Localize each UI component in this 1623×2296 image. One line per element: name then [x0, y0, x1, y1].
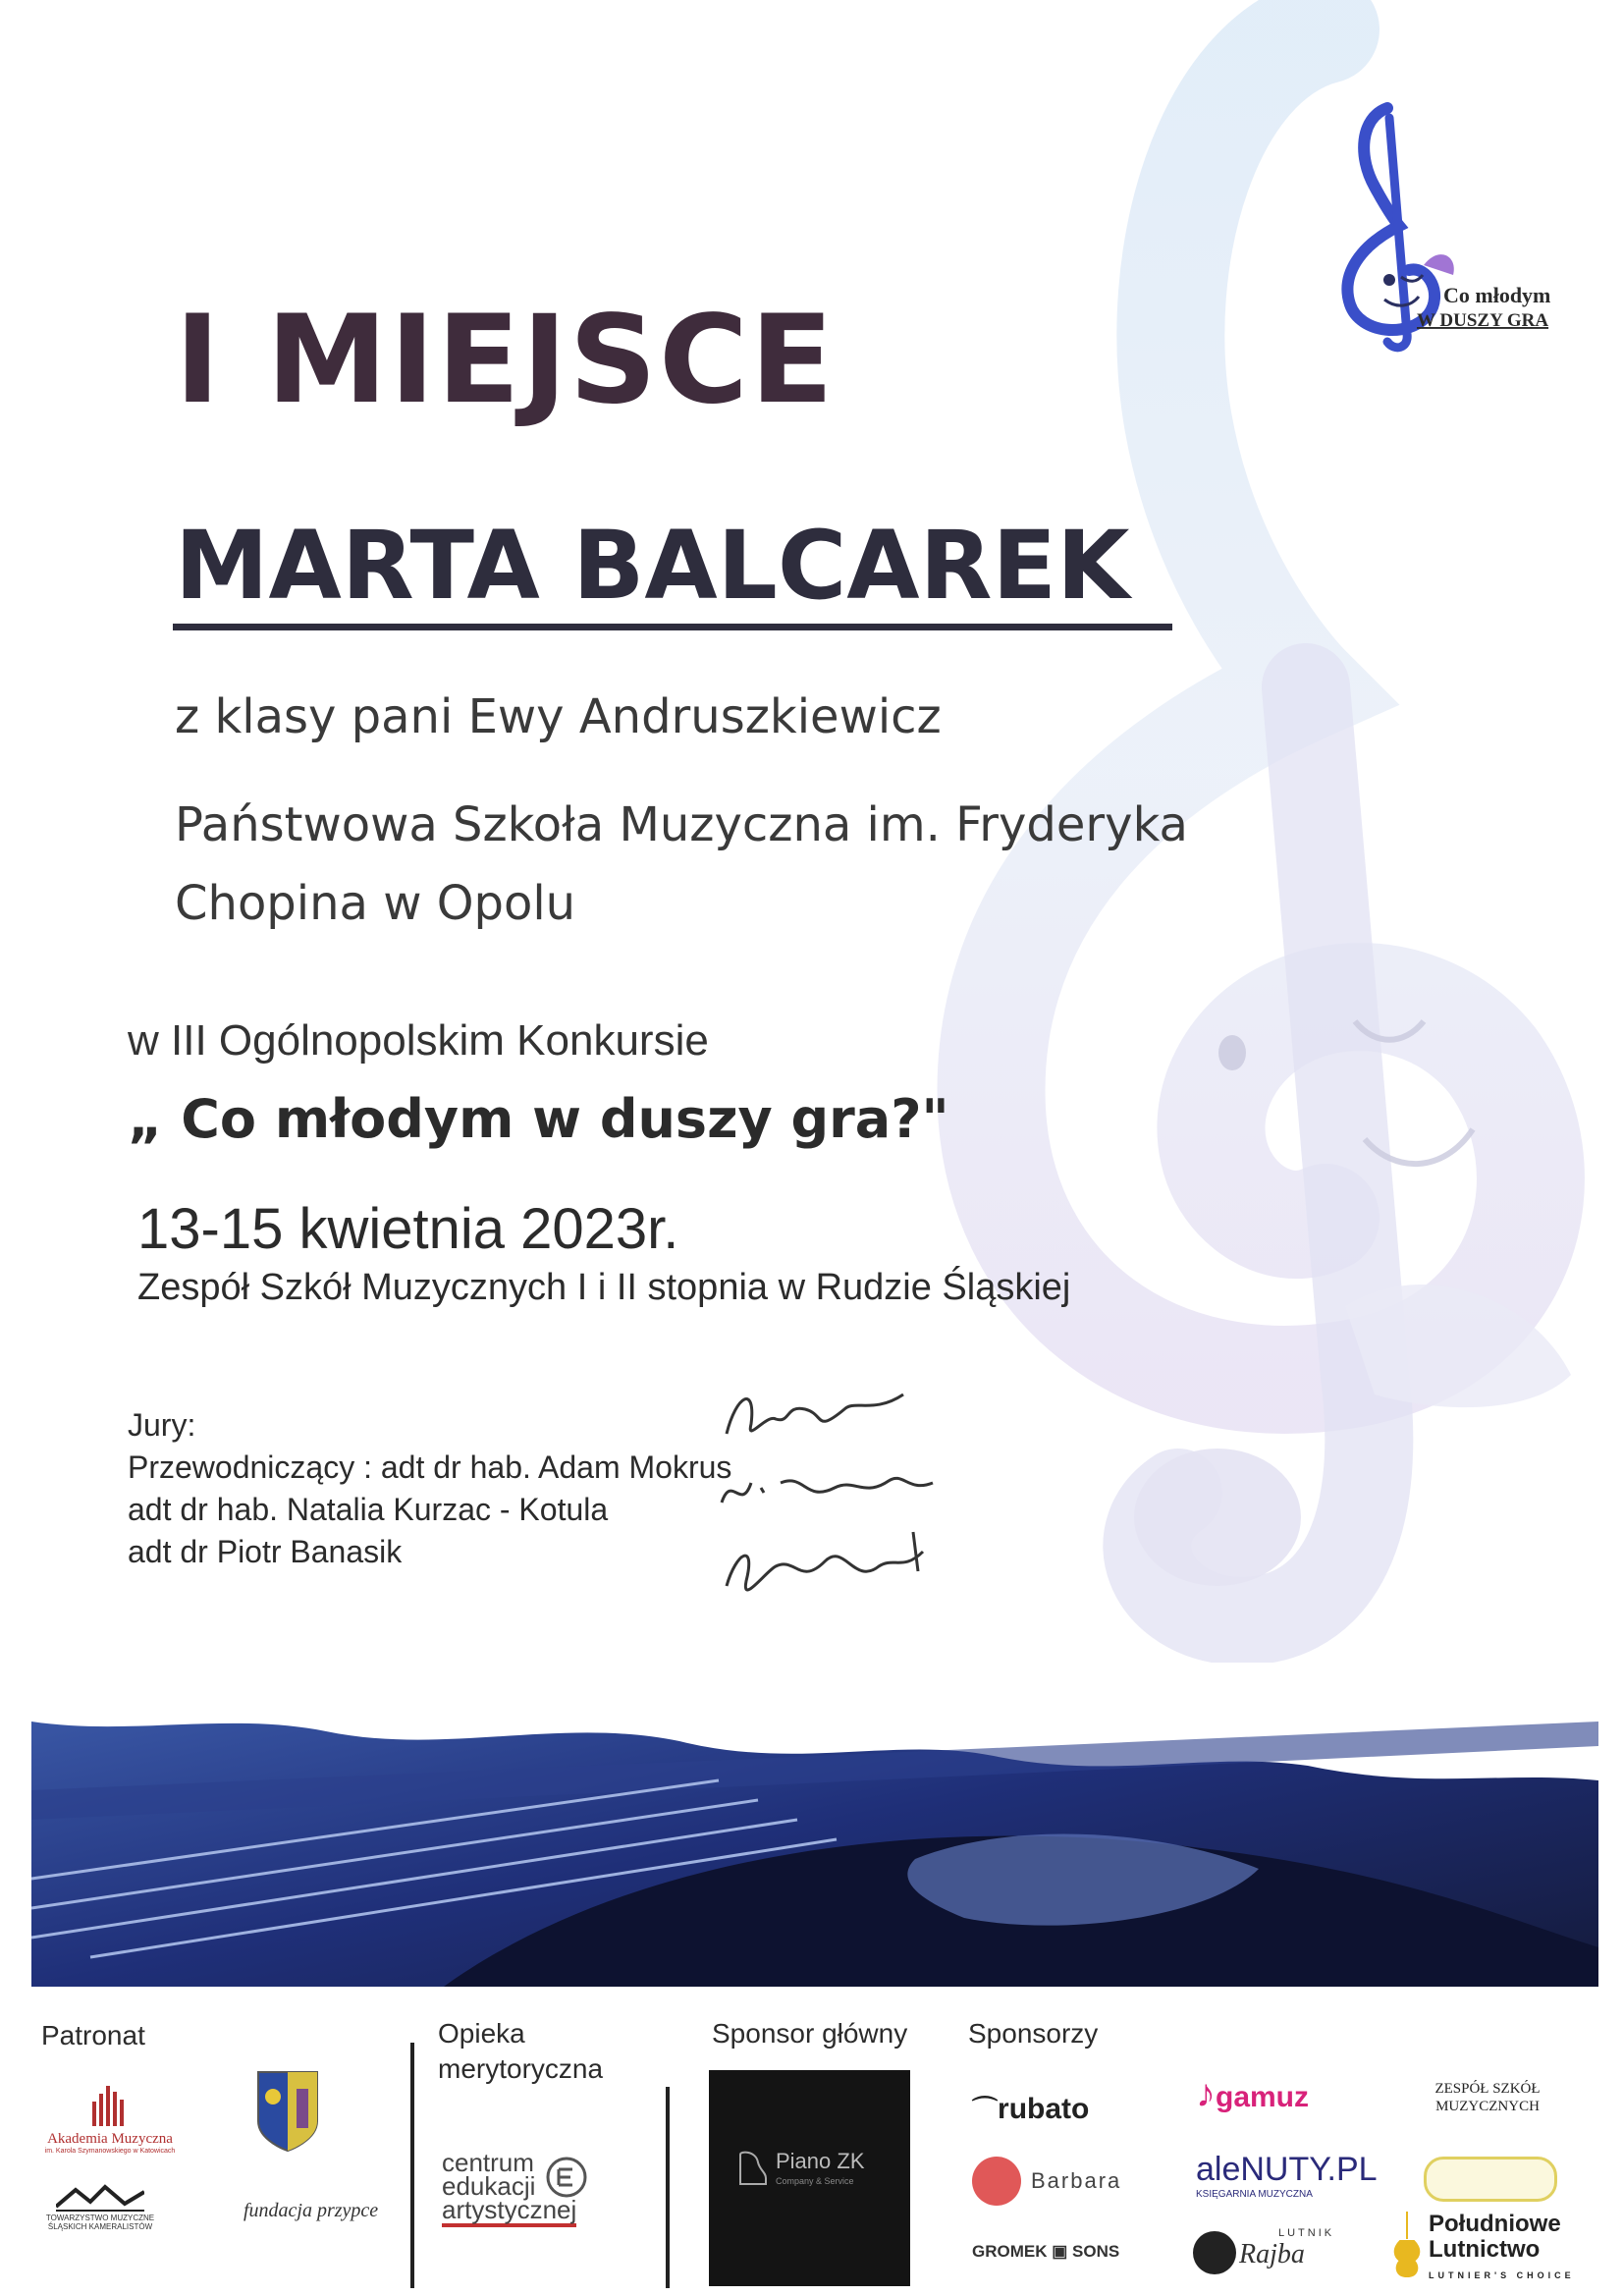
gromek-sons: SONS	[1072, 2242, 1120, 2261]
competition-intro: w III Ogólnopolskim Konkursie	[128, 1016, 709, 1065]
jury-block	[128, 1404, 731, 1573]
zespol-line-2: MUZYCZNYCH	[1435, 2099, 1540, 2114]
competition-venue: Zespół Szkół Muzycznych I i II stopnia w Rudzie Śląskiej	[137, 1267, 1071, 1308]
luthiers-choice: LUTNIER'S CHOICE	[1429, 2270, 1575, 2280]
footer-opieka-line-1: Opieka	[438, 2018, 525, 2049]
school-line-2: Chopina w Opolu	[175, 876, 576, 931]
teacher-line: z klasy pani Ewy Andruszkiewicz	[175, 689, 942, 744]
footer-patronat-label: Patronat	[41, 2020, 145, 2050]
laureate-name: MARTA BALCAREK	[175, 511, 1130, 621]
jury-chair: Przewodniczący : adt dr hab. Adam Mokrus	[128, 1449, 732, 1485]
gromek-emblem-icon: ▣	[1052, 2242, 1068, 2261]
award-title: I MIEJSCE	[175, 290, 836, 431]
rajba-name: Rajba	[1239, 2239, 1305, 2269]
footer-divider-1	[410, 2043, 414, 2288]
corner-logo-line2: W DUSZY GRA	[1417, 310, 1549, 331]
gold-oval-logo	[1424, 2157, 1557, 2202]
alenuty-subtitle: KSIĘGARNIA MUZYCZNA	[1196, 2189, 1313, 2200]
poludniowe-lutnictwo-logo	[1429, 2212, 1575, 2288]
school-line-1: Państwowa Szkoła Muzyczna im. Fryderyka	[175, 797, 1188, 852]
footer-divider-2	[666, 2087, 670, 2288]
centrum-line-3: artystycznej	[442, 2198, 576, 2227]
jury-member-1: adt dr hab. Natalia Kurzac - Kotula	[128, 1492, 609, 1527]
poludniowe-line-1: Południowe	[1429, 2211, 1561, 2237]
jury-signatures	[707, 1375, 962, 1630]
piano-zk-subtitle: Company & Service	[776, 2176, 854, 2186]
gamuz-logo	[1196, 2072, 1309, 2116]
footer-sponsor-glowny-label: Sponsor główny	[712, 2018, 908, 2049]
rubato-name: rubato	[998, 2093, 1090, 2125]
corner-logo-line1: Co młodym	[1443, 283, 1551, 307]
name-underline	[173, 624, 1172, 630]
barbara-icon	[972, 2157, 1021, 2206]
barbara-name: Barbara	[1031, 2168, 1122, 2193]
competition-name: „ Co młodym w duszy gra?"	[128, 1088, 949, 1150]
gamuz-note-icon: ♪	[1196, 2072, 1216, 2115]
centrum-line-2: edukacji	[442, 2171, 536, 2201]
gamuz-name: gamuz	[1216, 2081, 1310, 2113]
zespol-szkol-logo	[1424, 2080, 1551, 2115]
lutnik-label: LUTNIK	[1278, 2227, 1335, 2239]
rajba-icon	[1193, 2231, 1236, 2274]
competition-date: 13-15 kwietnia 2023r.	[137, 1197, 679, 1261]
school-name	[175, 786, 1255, 943]
co-mlodym-logo	[1330, 98, 1566, 354]
jury-label: Jury:	[128, 1407, 196, 1443]
akademia-logo	[41, 2082, 179, 2155]
mountains-icon	[56, 2182, 144, 2212]
piano-zk-name: Piano ZK	[776, 2149, 865, 2173]
akademia-name: Akademia Muzyczna	[47, 2131, 173, 2147]
akademia-subtitle: im. Karola Szymanowskiego w Katowicach	[44, 2148, 176, 2155]
rajba-logo	[1239, 2227, 1334, 2270]
violin-gold-icon	[1392, 2210, 1422, 2278]
rubato-logo	[972, 2090, 1089, 2126]
gromek-name: GROMEK	[972, 2242, 1048, 2261]
centrum-line-1: centrum	[442, 2148, 534, 2177]
jury-member-2: adt dr Piotr Banasik	[128, 1534, 403, 1569]
footer-opieka-line-2: merytoryczna	[438, 2053, 604, 2084]
violin-banner	[31, 1663, 1598, 1987]
poludniowe-line-2: Lutnictwo	[1429, 2236, 1541, 2263]
rubato-arc-icon: ⌒	[972, 2095, 999, 2124]
akademia-pipes-icon	[90, 2082, 130, 2126]
gromek-logo	[972, 2242, 1119, 2262]
zespol-line-1: ZESPÓŁ SZKÓŁ	[1434, 2081, 1541, 2097]
piano-zk-logo	[709, 2070, 910, 2286]
piano-icon	[736, 2149, 770, 2188]
fundacja-logo: fundacja przypce	[243, 2200, 379, 2221]
alenuty-name: aleNUTY.PL	[1196, 2151, 1378, 2188]
towarzystwo-name: TOWARZYSTWO MUZYCZNE ŚLĄSKICH KAMERALISTÓW	[45, 2214, 155, 2231]
ruda-slaska-coat-of-arms	[253, 2067, 322, 2156]
footer-opieka-label	[438, 2016, 603, 2087]
towarzystwo-logo	[41, 2182, 159, 2231]
alenuty-logo	[1196, 2151, 1378, 2200]
footer-sponsorzy-label: Sponsorzy	[968, 2018, 1099, 2049]
centrum-ea-icon	[545, 2156, 588, 2199]
